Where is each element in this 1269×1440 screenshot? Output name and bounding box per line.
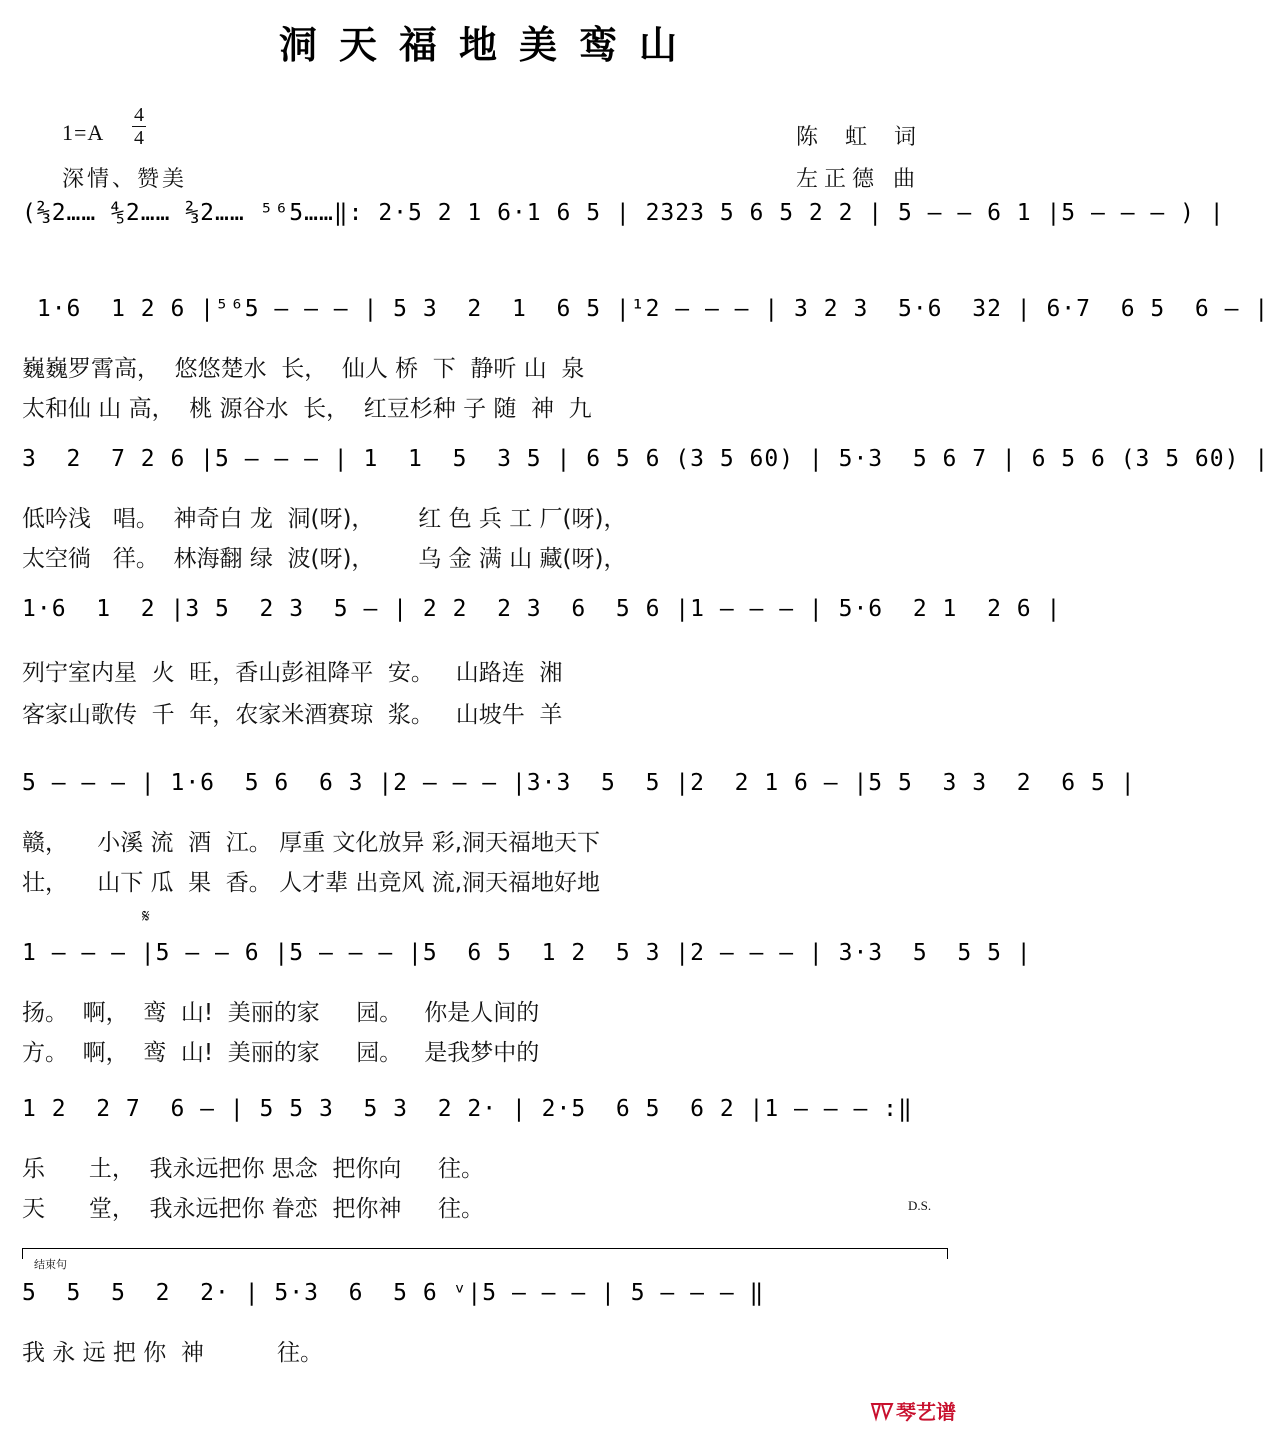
notation-line: 1·6 1 2 6 |⁵⁶5 – – – | 5 3 2 1 6 5 |¹2 – – – | 3 2 3 5·6 32 | 6·7 6 5 6 – | [22,296,1269,322]
score-title: 洞天福地美鸾山 [278,22,699,67]
time-signature-bottom: 4 [134,127,144,149]
lyric-verse-1: 低吟浅 唱。 神奇白 龙 洞(呀)， 红 色 兵 工 厂(呀)， [22,506,627,532]
site-logo [870,1396,956,1425]
lyric-verse-1: 巍巍罗霄高， 悠悠楚水 长， 仙人 桥 下 静听 山 泉 [22,356,585,382]
dal-segno-mark: D.S. [908,1198,932,1213]
lyric-verse-1: 列宁室内星 火 旺，香山彭祖降平 安。 山路连 湘 [22,660,563,686]
ending-label: 结束句 [34,1258,67,1271]
notation-line: 5 5 5 2 2· | 5·3 6 5 6 ᵛ|5 – – – | 5 – – – ‖ [22,1280,765,1306]
lyric-verse-2: 客家山歌传 千 年，农家米酒赛琼 浆。 山坡牛 羊 [22,702,563,728]
lyric-verse-2: 方。 啊， 鸾 山! 美丽的家 园。 是我梦中的 [22,1040,540,1066]
lyric-verse-1: 我 永 远 把 你 神 往。 [22,1340,323,1366]
notation-line: 1·6 1 2 |3 5 2 3 5 – | 2 2 2 3 6 5 6 |1 – – – | 5·6 2 1 2 6 | [22,596,1062,622]
lyric-verse-1: 乐 土， 我永远把你 思念 把你向 往。 [22,1156,484,1182]
notation-line: 3 2 7 2 6 |5 – – – | 1 1 5 3 5 | 6 5 6 (3 5 60) | 5·3 5 6 7 | 6 5 6 (3 5 60) | [22,446,1269,472]
ending-bracket [22,1248,948,1259]
lyric-verse-2: 太空徜 徉。 林海翻 绿 波(呀)， 乌 金 满 山 藏(呀)， [22,546,627,572]
segno-mark: 𝄋 [142,906,150,927]
composer-credit: 左正德 曲 [796,167,921,192]
lyric-verse-2: 壮， 山下 瓜 果 香。 人才辈 出竞风 流,洞天福地好地 [22,870,601,896]
tempo-marking: 深情、赞美 [62,167,188,192]
lyric-verse-1: 赣， 小溪 流 酒 江。 厚重 文化放异 彩,洞天福地天下 [22,830,601,856]
lyric-verse-2: 太和仙 山 高， 桃 源谷水 长， 红豆杉种 子 随 神 九 [22,396,592,422]
notation-line: 5 – – – | 1·6 5 6 6 3 |2 – – – |3·3 5 5 |2 2 1 6 – |5 5 3 3 2 6 5 | [22,770,1136,796]
notation-line: (⅔2…… ⅘2…… ⅔2…… ⁵⁶5……‖: 2·5 2 1 6·1 6 5 | 2323 5 6 5 2 2 | 5 – – 6 1 |5 – – – ) | [22,200,1225,226]
key-signature: 1=A [62,120,105,145]
notation-line: 1 – – – |5 – – 6 |5 – – – |5 6 5 1 2 5 3 |2 – – – | 3·3 5 5 5 | [22,940,1032,966]
lyricist-credit: 陈 虹 词 [796,125,926,150]
notation-line: 1 2 2 7 6 – | 5 5 3 5 3 2 2· | 2·5 6 5 6 2 |1 – – – :‖ [22,1096,913,1122]
time-signature [132,104,146,149]
lyric-verse-2: 天 堂， 我永远把你 眷恋 把你神 往。 [22,1196,484,1222]
logo-icon [870,1400,894,1422]
lyric-verse-1: 扬。 啊， 鸾 山! 美丽的家 园。 你是人间的 [22,1000,540,1026]
logo-text: 琴艺谱 [896,1400,956,1424]
time-signature-top: 4 [134,104,144,126]
